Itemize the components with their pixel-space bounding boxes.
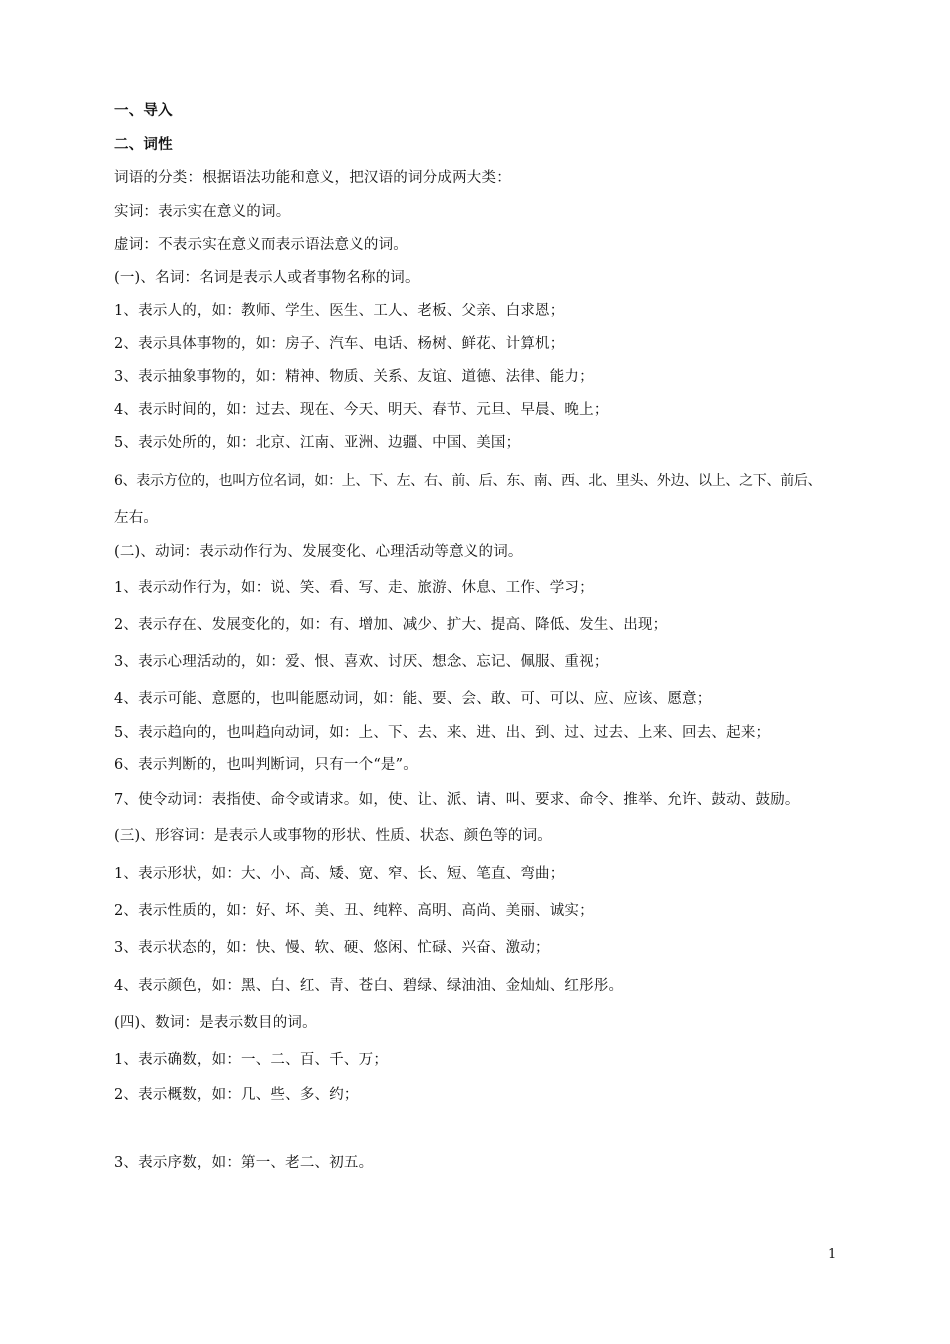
paragraph: 4、表示时间的，如：过去、现在、今天、明天、春节、元旦、早晨、晚上； (114, 402, 609, 418)
paragraph: 4、表示可能、意愿的，也叫能愿动词，如：能、要、会、敢、可、可以、应、应该、愿意； (114, 691, 712, 707)
paragraph: 实词：表示实在意义的词。 (114, 204, 291, 220)
paragraph: (二)、动词：表示动作行为、发展变化、心理活动等意义的词。 (114, 544, 523, 560)
paragraph: (三)、形容词：是表示人或事物的形状、性质、状态、颜色等的词。 (114, 828, 553, 844)
heading-part-of-speech: 二、词性 (114, 137, 173, 153)
paragraph: 7、使令动词：表指使、命令或请求。如，使、让、派、请、叫、要求、命令、推举、允许、鼓动、鼓励。 (114, 792, 800, 808)
paragraph: 2、表示存在、发展变化的，如：有、增加、减少、扩大、提高、降低、发生、出现； (114, 617, 668, 633)
paragraph: 3、表示状态的，如：快、慢、软、硬、悠闲、忙碌、兴奋、激动； (114, 940, 550, 956)
paragraph: 6、表示方位的，也叫方位名词，如：上、下、左、右、前、后、东、南、西、北、里头、外边、以上、之下、前后、 (114, 473, 822, 489)
paragraph: 1、表示形状，如：大、小、高、矮、宽、窄、长、短、笔直、弯曲； (114, 866, 565, 882)
paragraph: (一)、名词：名词是表示人或者事物名称的词。 (114, 270, 420, 286)
paragraph: 4、表示颜色，如：黑、白、红、青、苍白、碧绿、绿油油、金灿灿、红彤彤。 (114, 978, 624, 994)
paragraph: 6、表示判断的，也叫判断词，只有一个“是”。 (114, 757, 418, 773)
paragraph: 5、表示处所的，如：北京、江南、亚洲、边疆、中国、美国； (114, 435, 521, 451)
paragraph: 5、表示趋向的，也叫趋向动词，如：上、下、去、来、进、出、到、过、过去、上来、回去、起来； (114, 725, 771, 741)
paragraph: 3、表示抽象事物的，如：精神、物质、关系、友谊、道德、法律、能力； (114, 369, 594, 385)
paragraph: (四)、数词：是表示数目的词。 (114, 1015, 317, 1031)
paragraph: 1、表示动作行为，如：说、笑、看、写、走、旅游、休息、工作、学习； (114, 580, 594, 596)
paragraph: 词语的分类：根据语法功能和意义，把汉语的词分成两大类： (114, 170, 511, 186)
paragraph: 1、表示确数，如：一、二、百、千、万； (114, 1052, 389, 1068)
paragraph: 2、表示性质的，如：好、坏、美、丑、纯粹、高明、高尚、美丽、诚实； (114, 903, 594, 919)
paragraph: 3、表示序数，如：第一、老二、初五。 (114, 1155, 374, 1171)
paragraph: 2、表示具体事物的，如：房子、汽车、电话、杨树、鲜花、计算机； (114, 336, 565, 352)
paragraph: 虚词：不表示实在意义而表示语法意义的词。 (114, 237, 408, 253)
page-number: 1 (828, 1247, 837, 1262)
paragraph: 3、表示心理活动的，如：爱、恨、喜欢、讨厌、想念、忘记、佩服、重视； (114, 654, 609, 670)
paragraph: 2、表示概数，如：几、些、多、约； (114, 1087, 359, 1103)
paragraph: 1、表示人的，如：教师、学生、医生、工人、老板、父亲、白求恩； (114, 303, 565, 319)
heading-intro: 一、导入 (114, 103, 173, 119)
paragraph: 左右。 (114, 510, 159, 526)
